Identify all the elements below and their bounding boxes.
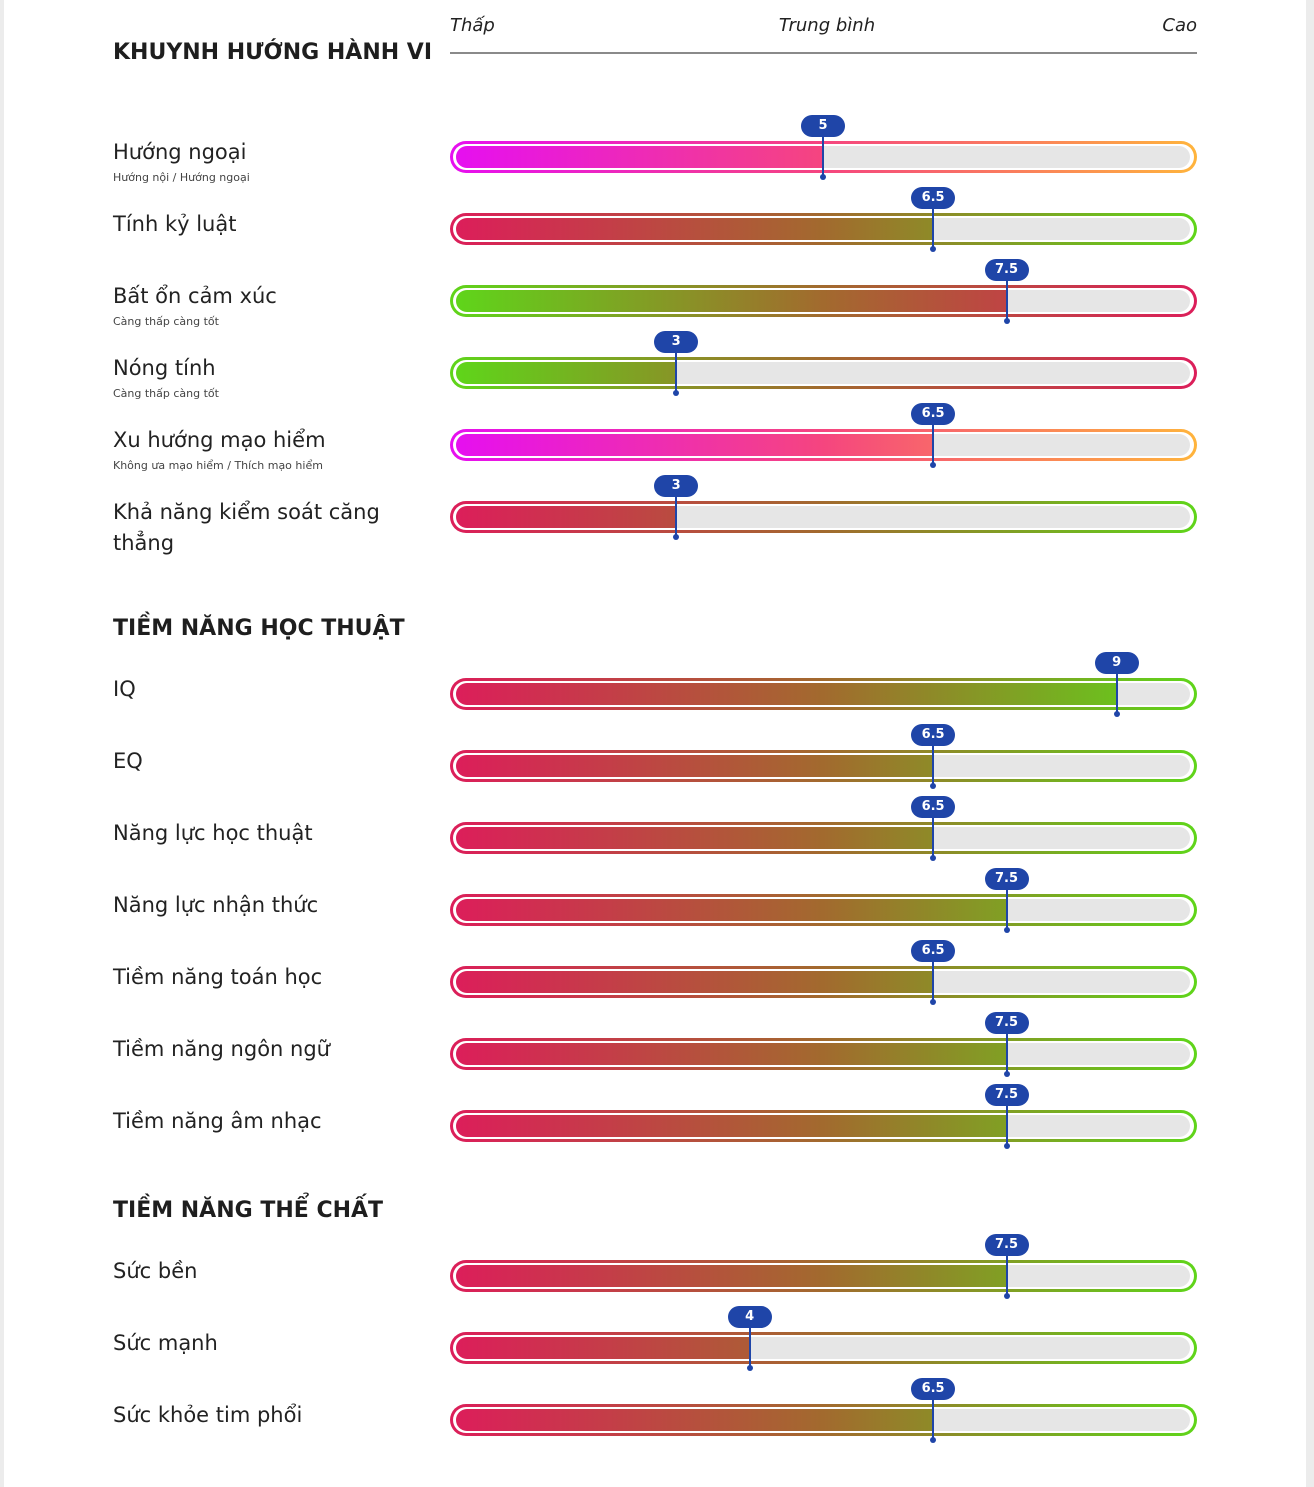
- bar-fill: [456, 434, 1190, 456]
- rating-bar: [450, 285, 1197, 317]
- page-edge-right: [1306, 0, 1314, 1487]
- value-badge: 7.5: [985, 1012, 1029, 1034]
- bar-track: [456, 1115, 1190, 1137]
- value-marker-line: [1116, 672, 1118, 714]
- value-marker-dot: [930, 783, 936, 789]
- bar-track: [456, 434, 1190, 456]
- value-marker-line: [932, 816, 934, 858]
- value-marker-line: [932, 960, 934, 1002]
- value-marker-line: [749, 1326, 751, 1368]
- value-marker-dot: [930, 246, 936, 252]
- value-marker-line: [1006, 1104, 1008, 1146]
- rating-label: Năng lực học thuật: [113, 821, 313, 845]
- bar-track: [456, 1409, 1190, 1431]
- rating-bar: [450, 1260, 1197, 1292]
- bar-track: [456, 971, 1190, 993]
- rating-label: Xu hướng mạo hiểm: [113, 428, 326, 452]
- rating-bar: [450, 1404, 1197, 1436]
- scale-label-mid: Trung bình: [778, 15, 876, 36]
- value-marker-line: [675, 351, 677, 393]
- bar-fill: [456, 971, 1190, 993]
- rating-label: Tiềm năng ngôn ngữ: [113, 1037, 330, 1061]
- rating-label: Tiềm năng toán học: [113, 965, 323, 989]
- rating-label: EQ: [113, 749, 143, 773]
- bar-fill: [456, 1115, 1190, 1137]
- rating-bar: [450, 429, 1197, 461]
- bar-fill: [456, 290, 1190, 312]
- value-badge: 7.5: [985, 1234, 1029, 1256]
- value-marker-dot: [1004, 1071, 1010, 1077]
- bar-track: [456, 362, 1190, 384]
- rating-bar: [450, 1332, 1197, 1364]
- bar-fill: [456, 1337, 1190, 1359]
- value-badge: 3: [654, 331, 698, 353]
- value-marker-dot: [747, 1365, 753, 1371]
- bar-fill: [456, 362, 1190, 384]
- value-badge: 7.5: [985, 868, 1029, 890]
- rating-label: Năng lực nhận thức: [113, 893, 319, 917]
- value-marker-dot: [673, 534, 679, 540]
- rating-label: Khả năng kiểm soát căng thẳng: [113, 500, 380, 555]
- rating-bar: [450, 357, 1197, 389]
- value-marker-line: [932, 744, 934, 786]
- rating-bar: [450, 1038, 1197, 1070]
- bar-fill: [456, 683, 1190, 705]
- rating-bar: [450, 501, 1197, 533]
- rating-label: Tiềm năng âm nhạc: [113, 1109, 322, 1133]
- rating-bar: [450, 966, 1197, 998]
- bar-track: [456, 1265, 1190, 1287]
- value-badge: 7.5: [985, 259, 1029, 281]
- rating-bar: [450, 822, 1197, 854]
- value-marker-line: [932, 423, 934, 465]
- bar-fill: [456, 1265, 1190, 1287]
- scale-label-high: Cao: [1162, 15, 1197, 36]
- bar-fill: [456, 899, 1190, 921]
- section-title: TIỀM NĂNG THỂ CHẤT: [113, 1198, 384, 1223]
- rating-sublabel: Càng thấp càng tốt: [113, 387, 219, 400]
- value-marker-dot: [673, 390, 679, 396]
- rating-label: Sức bền: [113, 1259, 198, 1283]
- value-marker-dot: [1004, 927, 1010, 933]
- value-badge: 7.5: [985, 1084, 1029, 1106]
- rating-label: Hướng ngoại: [113, 140, 247, 164]
- value-marker-dot: [820, 174, 826, 180]
- bar-fill: [456, 218, 1190, 240]
- bar-track: [456, 827, 1190, 849]
- value-badge: 6.5: [911, 724, 955, 746]
- value-marker-line: [1006, 279, 1008, 321]
- value-marker-dot: [930, 462, 936, 468]
- value-badge: 6.5: [911, 796, 955, 818]
- value-badge: 6.5: [911, 187, 955, 209]
- rating-sublabel: Càng thấp càng tốt: [113, 315, 219, 328]
- bar-track: [456, 218, 1190, 240]
- bar-track: [456, 755, 1190, 777]
- rating-label: Sức khỏe tim phổi: [113, 1403, 303, 1427]
- bar-fill: [456, 506, 1190, 528]
- scale-axis-line: [450, 52, 1197, 54]
- rating-bar: [450, 750, 1197, 782]
- value-marker-line: [822, 135, 824, 177]
- value-marker-line: [675, 495, 677, 537]
- bar-track: [456, 1337, 1190, 1359]
- value-marker-dot: [1004, 1143, 1010, 1149]
- bar-track: [456, 290, 1190, 312]
- bar-fill: [456, 1043, 1190, 1065]
- rating-bar: [450, 213, 1197, 245]
- value-marker-dot: [1004, 1293, 1010, 1299]
- value-badge: 4: [728, 1306, 772, 1328]
- bar-fill: [456, 827, 1190, 849]
- bar-fill: [456, 755, 1190, 777]
- page-edge-left: [0, 0, 4, 1487]
- bar-track: [456, 1043, 1190, 1065]
- value-marker-dot: [930, 1437, 936, 1443]
- scale-label-low: Thấp: [450, 15, 495, 36]
- value-marker-dot: [1004, 318, 1010, 324]
- value-badge: 6.5: [911, 403, 955, 425]
- rating-label: Sức mạnh: [113, 1331, 218, 1355]
- rating-sublabel: Không ưa mạo hiểm / Thích mạo hiểm: [113, 459, 323, 472]
- value-badge: 5: [801, 115, 845, 137]
- bar-fill: [456, 1409, 1190, 1431]
- value-badge: 9: [1095, 652, 1139, 674]
- bar-track: [456, 683, 1190, 705]
- rating-bar: [450, 678, 1197, 710]
- value-marker-line: [1006, 888, 1008, 930]
- section-title: KHUYNH HƯỚNG HÀNH VI: [113, 40, 433, 65]
- value-marker-dot: [930, 999, 936, 1005]
- rating-label: Tính kỷ luật: [113, 212, 237, 236]
- value-marker-dot: [930, 855, 936, 861]
- rating-bar: [450, 1110, 1197, 1142]
- value-badge: 3: [654, 475, 698, 497]
- bar-track: [456, 899, 1190, 921]
- value-badge: 6.5: [911, 1378, 955, 1400]
- value-marker-line: [1006, 1254, 1008, 1296]
- section-title: TIỀM NĂNG HỌC THUẬT: [113, 616, 405, 641]
- value-marker-line: [932, 1398, 934, 1440]
- value-badge: 6.5: [911, 940, 955, 962]
- rating-sublabel: Hướng nội / Hướng ngoại: [113, 171, 250, 184]
- rating-label: IQ: [113, 677, 136, 701]
- value-marker-line: [932, 207, 934, 249]
- bar-track: [456, 506, 1190, 528]
- rating-bar: [450, 894, 1197, 926]
- value-marker-dot: [1114, 711, 1120, 717]
- value-marker-line: [1006, 1032, 1008, 1074]
- rating-label: Bất ổn cảm xúc: [113, 284, 277, 308]
- rating-label: Nóng tính: [113, 356, 216, 380]
